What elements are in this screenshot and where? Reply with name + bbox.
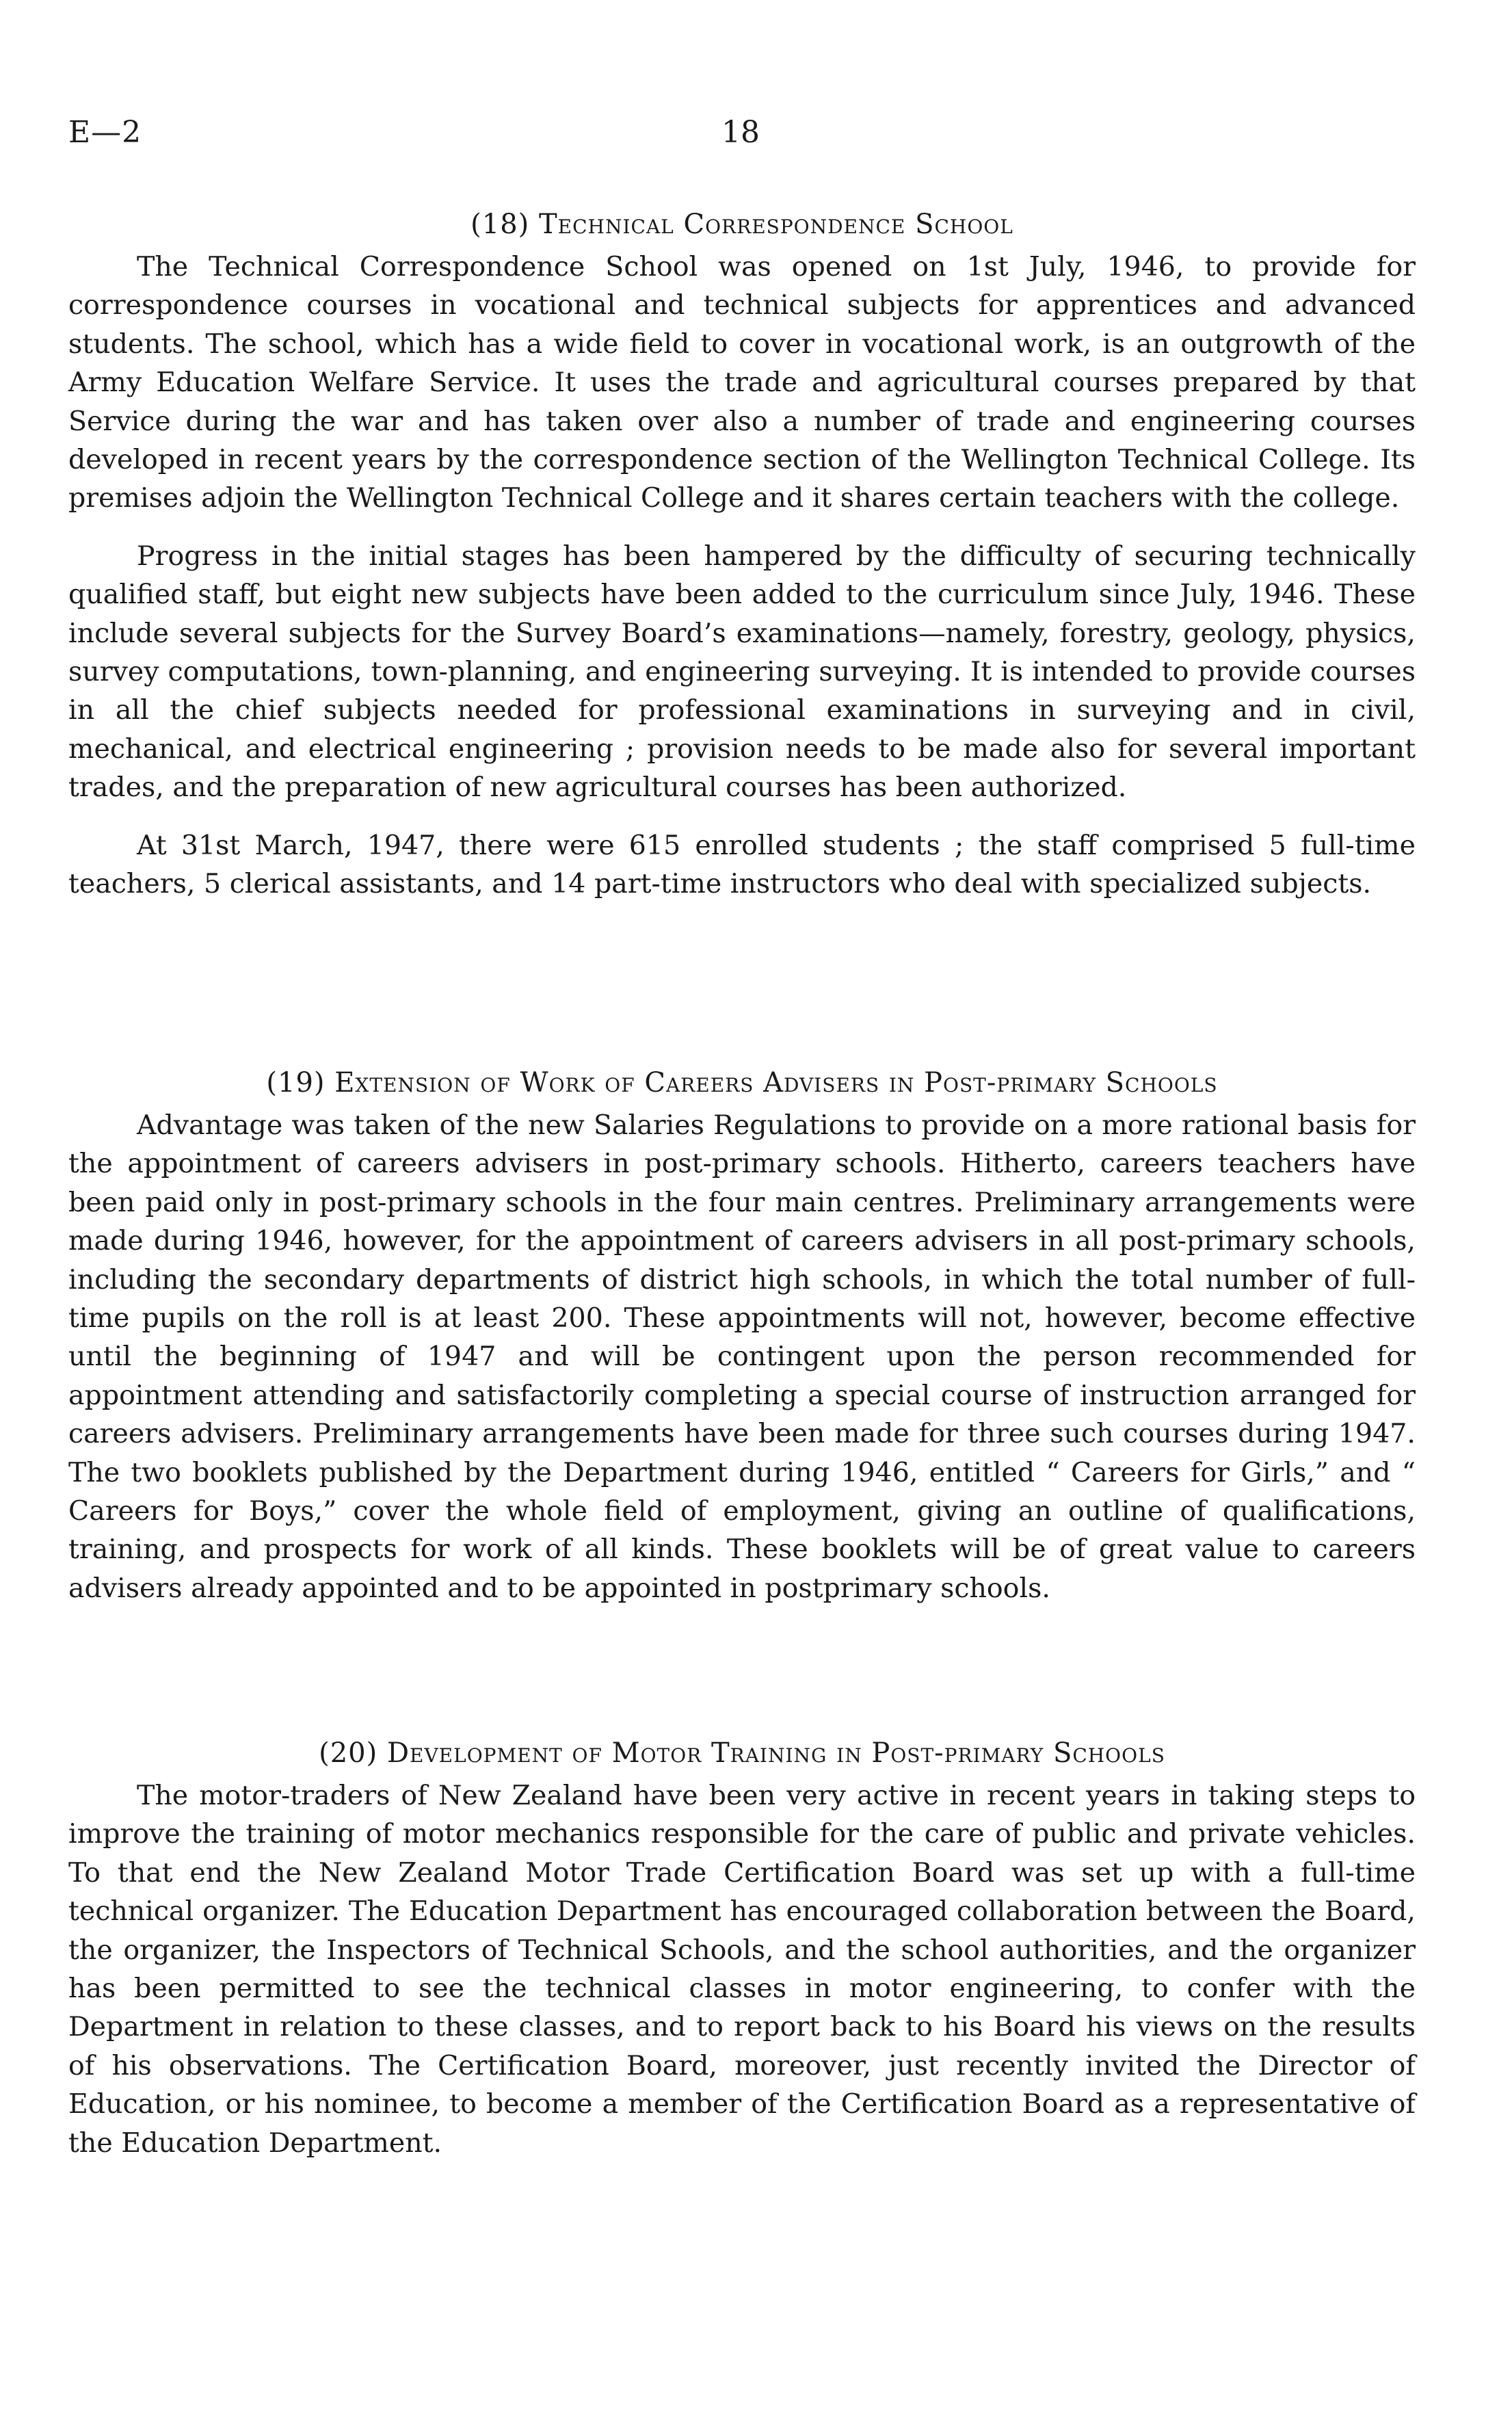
page-number: 18 [721, 115, 760, 150]
section-title: (18) Technical Correspondence School [470, 209, 1013, 240]
section-careers-advisers [68, 1064, 1416, 1627]
section-technical-correspondence-school [68, 205, 1416, 923]
paragraph: Progress in the initial stages has been hampered by the difficulty of securing technically qualified staff, but eight new subjects have been added to the curriculum since July, 1946. These include several subjects for the Survey Board’s examinations—namely, forestry, geology, physics, survey computations, town-planning, and engineering surveying. It is intended to provide courses in all the chief subjects needed for professional examinations in surveying and in civil, mechanical, and electrical engineering ; provision needs to be made also for several important trades, and the preparation of new agricultural courses has been authorized. [68, 540, 1416, 804]
section-title: (20) Development of Motor Training in Post-primary Schools [319, 1737, 1165, 1769]
section-motor-training [68, 1734, 1416, 2181]
paragraph: The Technical Correspondence School was opened on 1st July, 1946, to provide for correspondence courses in vocational and technical subjects for apprentices and advanced students. The school, which has a wide field to cover in vocational work, is an outgrowth of the Army Education Welfare Service. It uses the trade and agricultural courses prepared by that Service during the war and has taken over also a number of trade and engineering courses developed in recent years by the correspondence section of the Wellington Technical College. Its premises adjoin the Wellington Technical College and it shares certain teachers with the college. [68, 251, 1416, 514]
paragraph: At 31st March, 1947, there were 615 enrolled students ; the staff comprised 5 full-time teachers, 5 clerical assistants, and 14 part-time instructors who deal with specialized subjects. [68, 829, 1416, 900]
section-title: (19) Extension of Work of Careers Advisers in Post-primary Schools [266, 1067, 1218, 1099]
page-header [0, 115, 1512, 156]
paragraph: The motor-traders of New Zealand have been very active in recent years in taking steps to improve the training of motor mechanics responsible for the care of public and private vehicles. To that end the New Zealand Motor Trade Certification Board was set up with a full-time technical organizer. The Education Department has encouraged collaboration between the Board, the organizer, the Inspectors of Technical Schools, and the school authorities, and the organizer has been permitted to see the technical classes in motor engineering, to confer with the Department in relation to these classes, and to report back to his Board his views on the results of his observations. The Certification Board, moreover, just recently invited the Director of Education, or his nominee, to become a member of the Certification Board as a representative of the Education Department. [68, 1780, 1416, 2159]
paragraph: Advantage was taken of the new Salaries Regulations to provide on a more rational basis for the appointment of careers advisers in post-primary schools. Hitherto, careers teachers have been paid only in post-primary schools in the four main centres. Preliminary arrangements were made during 1946, however, for the appointment of careers advisers in all post-primary schools, including the secondary departments of district high schools, in which the total number of full-time pupils on the roll is at least 200. These appointments will not, however, become effective until the beginning of 1947 and will be contingent upon the person recommended for appointment attending and satisfactorily completing a special course of instruction arranged for careers advisers. Preliminary arrangements have been made for three such courses during 1947. The two booklets published by the Department during 1946, entitled “ Careers for Girls,” and “ Careers for Boys,” cover the whole field of employment, giving an outline of qualifications, training, and prospects for work of all kinds. These booklets will be of great value to careers advisers already appointed and to be appointed in postprimary schools. [68, 1109, 1416, 1604]
page-code: E—2 [68, 115, 142, 150]
